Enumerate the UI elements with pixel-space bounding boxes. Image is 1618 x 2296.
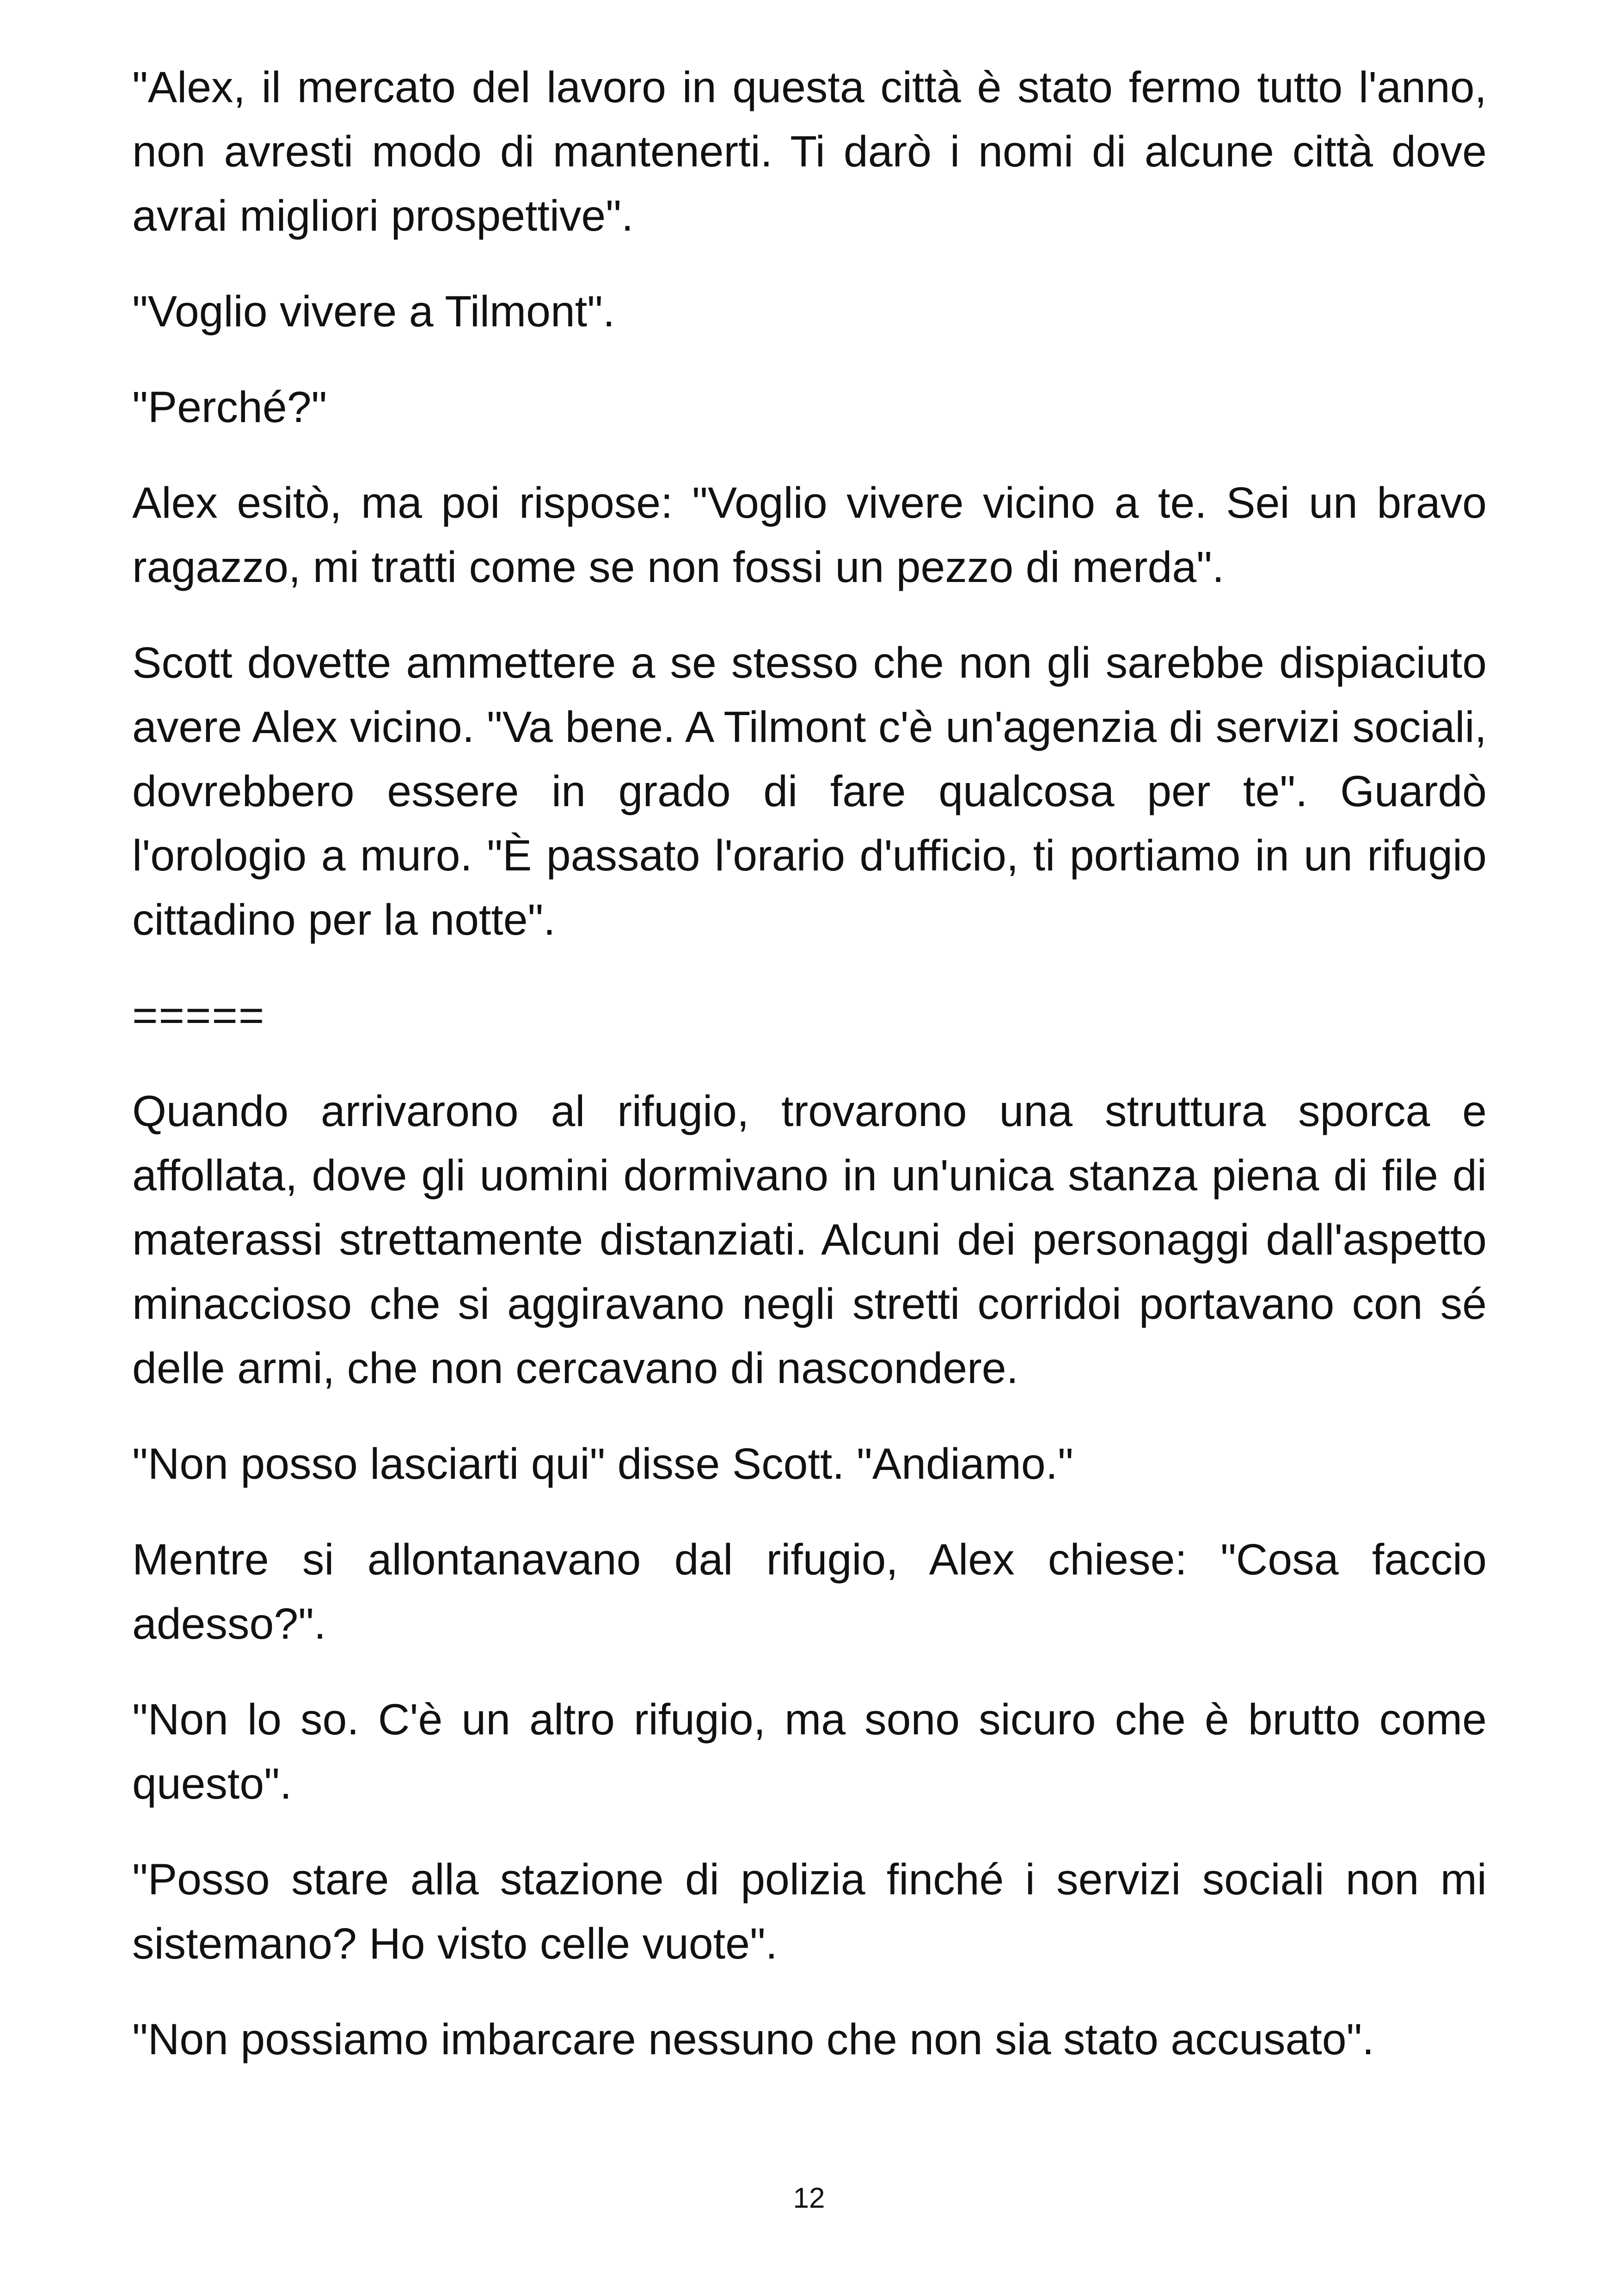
paragraph-9: "Non lo so. C'è un altro rifugio, ma sono sicuro che è brutto come questo". <box>132 1695 1487 1808</box>
page-number: 12 <box>793 2182 825 2214</box>
paragraph-8: Mentre si allontanavano dal rifugio, Alex chiese: "Cosa faccio adesso?". <box>132 1535 1487 1648</box>
paragraph-1: "Alex, il mercato del lavoro in questa città è stato fermo tutto l'anno, non avresti modo di mantenerti. Ti darò i nomi di alcune città dove avrai migliori prospettive". <box>132 63 1487 240</box>
paragraph-10: "Posso stare alla stazione di polizia finché i servizi sociali non mi sistemano? Ho visto celle vuote". <box>132 1855 1487 1968</box>
page-body <box>132 55 1487 2103</box>
paragraph-4: Alex esitò, ma poi rispose: "Voglio vivere vicino a te. Sei un bravo ragazzo, mi tratti come se non fossi un pezzo di merda". <box>132 478 1487 592</box>
paragraph-3: "Perché?" <box>132 383 327 432</box>
paragraph-11: "Non possiamo imbarcare nessuno che non sia stato accusato". <box>132 2015 1374 2064</box>
section-separator: ===== <box>132 991 265 1040</box>
paragraph-2: "Voglio vivere a Tilmont". <box>132 287 615 336</box>
paragraph-6: Quando arrivarono al rifugio, trovarono una struttura sporca e affollata, dove gli uomini dormivano in un'unica stanza piena di file di materassi strettamente distanziati. Alcuni dei personaggi dall'aspetto minaccioso che si aggiravano negli stretti corridoi portavano con sé delle armi, che non cercavano di nascondere. <box>132 1087 1487 1393</box>
paragraph-7: "Non posso lasciarti qui" disse Scott. "Andiamo." <box>132 1439 1073 1488</box>
paragraph-5: Scott dovette ammettere a se stesso che non gli sarebbe dispiaciuto avere Alex vicino. "Va bene. A Tilmont c'è un'agenzia di servizi sociali, dovrebbero essere in grado di fare qualcosa per te". Guardò l'orologio a muro. "È passato l'orario d'ufficio, ti portiamo in un rifugio cittadino per la notte". <box>132 638 1487 944</box>
